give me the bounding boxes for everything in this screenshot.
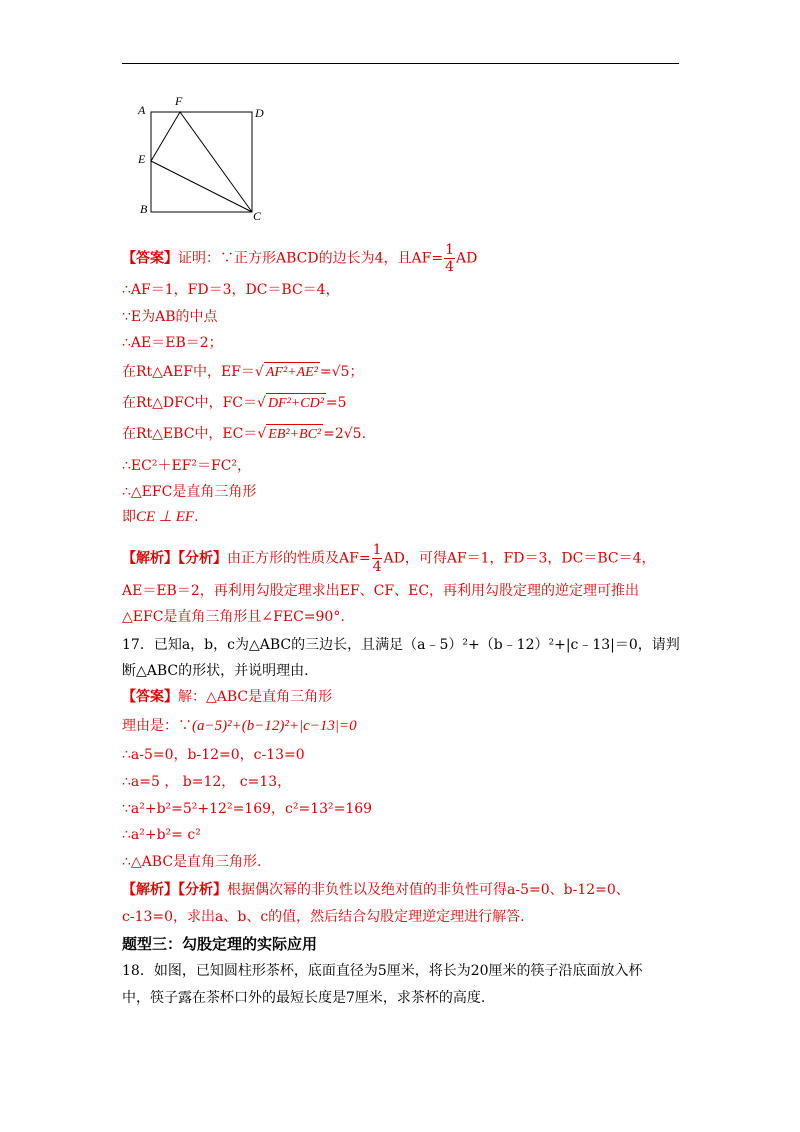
p16-line-9: ∴△EFC是直角三角形 (122, 484, 257, 500)
p16-analysis-1: 【解析】【分析】由正方形的性质及AF= $\frac{1}{4}$ AD，可得AF＝1，FD＝3，DC＝BC＝4， (122, 542, 656, 575)
p17-reason: 理由是：∵(a−5)²+(b−12)²+|c−13|=0 (122, 718, 357, 734)
p16-line-10: 即CE ⊥ EF. (122, 509, 199, 525)
p16-line-8: ∴EC²＋EF²＝FC²， (122, 458, 252, 474)
p16-line-6: 在Rt△DFC中，FC＝√ DF²+CD² =5 (122, 393, 347, 414)
p17-analysis-2: c-13=0，求出a、b、c的值，然后结合勾股定理逆定理进行解答. (122, 909, 525, 925)
p16-line-2: ∴AF＝1，FD＝3，DC＝BC＝4， (122, 282, 340, 298)
p17-line-3: ∴a-5=0，b-12=0，c-13=0 (122, 747, 305, 763)
analysis-tag: 【解析】【分析】 (122, 882, 227, 898)
label-C: C (253, 209, 262, 223)
p16-line-7: 在Rt△EBC中，EC＝√ EB²+BC² =2√5. (122, 424, 366, 445)
radicand: DF²+CD² (266, 393, 326, 414)
p18-question-1: 18．如图，已知圆柱形茶杯，底面直径为5厘米，将长为20厘米的筷子沿底面放入杯 (122, 963, 643, 979)
radicand: AF²+AE² (264, 362, 320, 383)
answer-tag: 【答案】 (122, 689, 178, 705)
radicand: EB²+BC² (266, 424, 323, 445)
p17-question-2: 断△ABC的形状，并说明理由. (122, 663, 309, 679)
p17-line-4: ∴a=5 ， b=12， c=13， (122, 774, 292, 790)
fraction: $\frac{1}{4}$ (372, 542, 382, 575)
label-B: B (140, 202, 148, 216)
p16-analysis-2: AE＝EB＝2，再利用勾股定理求出EF、CF、EC，再利用勾股定理的逆定理可推出 (122, 583, 640, 599)
answer-tag: 【答案】 (122, 250, 178, 267)
header-rule (122, 63, 679, 64)
label-F: F (175, 94, 183, 108)
p16-line-5: 在Rt△AEF中，EF＝√ AF²+AE² =√5； (122, 362, 363, 383)
fraction: $\frac{1}{4}$ (445, 242, 454, 275)
p18-question-2: 中，筷子露在茶杯口外的最短长度是7厘米，求茶杯的高度. (122, 990, 486, 1006)
analysis-tag: 【解析】【分析】 (122, 550, 227, 567)
square-figure (130, 92, 275, 227)
p17-analysis-1: 【解析】【分析】根据偶次幂的非负性以及绝对值的非负性可得a-5=0、b-12=0、 (122, 882, 630, 898)
p16-answer-line: 【答案】证明：∵正方形ABCD的边长为4，且AF= $\frac{1}{4}$ AD (122, 242, 478, 275)
p17-line-5: ∵a²+b²=5²+12²=169，c²=13²=169 (122, 801, 373, 817)
p16-line-4: ∴AE＝EB＝2； (122, 335, 223, 351)
p17-line-7: ∴△ABC是直角三角形. (122, 854, 262, 870)
p17-question-1: 17．已知a，b，c为△ABC的三边长，且满足（a﹣5）²+（b﹣12）²+|c﹣13|＝0，请判 (122, 637, 680, 653)
p17-line-6: ∴a²+b²= c² (122, 827, 201, 843)
section-heading: 题型三：勾股定理的实际应用 (122, 935, 318, 953)
p17-answer: 【答案】解：△ABC是直角三角形 (122, 689, 333, 705)
p16-line-3: ∵E为AB的中点 (122, 309, 218, 325)
label-A: A (138, 103, 146, 117)
label-E: E (138, 152, 146, 166)
label-D: D (255, 106, 264, 120)
p16-analysis-3: △EFC是直角三角形且∠FEC=90°. (122, 609, 345, 625)
